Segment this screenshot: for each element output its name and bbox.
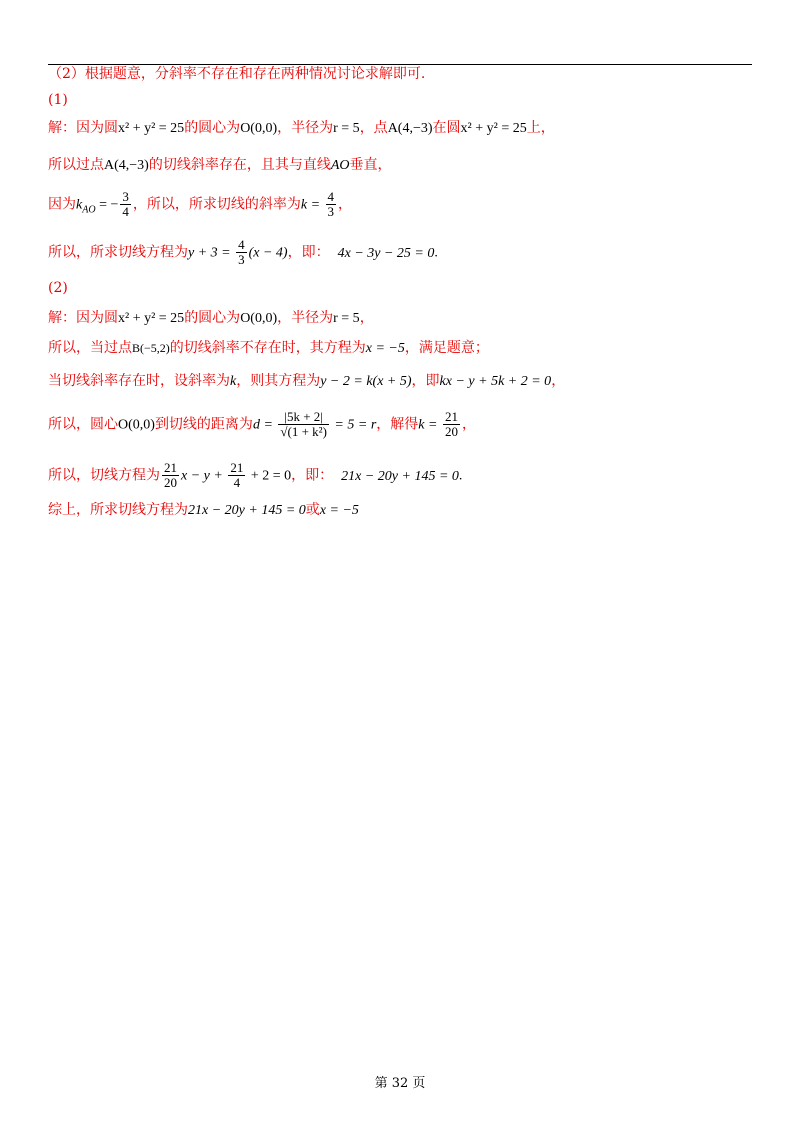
text: ，: [338, 196, 353, 213]
fraction: [236, 238, 247, 267]
math: x = −5: [365, 341, 405, 356]
denominator: 4: [122, 204, 129, 219]
math: kx − y + 5k + 2 = 0: [439, 374, 552, 389]
math: .: [458, 468, 463, 484]
math: r = 5: [333, 121, 360, 136]
text: 当切线斜率存在时，设斜率为: [48, 373, 230, 389]
text: ，即：: [287, 244, 330, 261]
text: ，半径为: [277, 120, 334, 136]
text: 所以过点: [48, 157, 104, 173]
text: ，点: [359, 120, 388, 136]
math: .: [434, 245, 438, 261]
text: ，: [359, 310, 374, 326]
text: 的切线斜率存在，且其与直线: [148, 157, 331, 173]
math: O(0,0): [118, 417, 155, 433]
text: ，解得: [376, 416, 419, 433]
math: 4x − 3y − 25 = 0: [337, 245, 435, 261]
math: k =: [418, 417, 441, 433]
part1-label-text: (1): [48, 92, 68, 108]
numerator: 4: [327, 189, 335, 204]
part2-line5: [48, 461, 462, 490]
text: 的圆心为: [184, 120, 241, 136]
denominator: 3: [238, 252, 245, 267]
math: AO: [330, 158, 350, 173]
math: = −: [95, 197, 119, 213]
fraction: [278, 410, 329, 439]
text: ，所以，所求切线的斜率为: [132, 196, 301, 213]
math: x² + y² = 25: [118, 121, 185, 136]
math: x² + y² = 25: [118, 311, 185, 326]
text: 因为: [48, 196, 76, 213]
text: ，满足题意；: [404, 340, 489, 356]
math: x = −5: [319, 503, 359, 518]
text: ，即：: [291, 467, 334, 484]
denominator: 4: [233, 475, 241, 490]
math: + 2 = 0: [247, 468, 292, 484]
math: y − 2 = k(x + 5): [320, 374, 412, 389]
fraction: [120, 190, 131, 219]
text: 到切线的距离为: [154, 416, 253, 433]
denominator: 20: [164, 475, 177, 490]
math: k: [230, 374, 237, 389]
math: O(0,0): [240, 311, 278, 326]
numerator: 21: [164, 460, 177, 475]
text: 解：因为圆: [48, 120, 118, 136]
text: 所以，切线方程为: [48, 467, 160, 484]
text: 在圆: [432, 120, 461, 136]
math: A(4,−3): [387, 121, 433, 136]
numerator: |5k + 2|: [278, 410, 329, 425]
part2-label: [48, 278, 68, 298]
text: 所以，圆心: [48, 416, 118, 433]
fraction: [443, 410, 460, 439]
text: ，: [461, 416, 476, 433]
numerator: 21: [230, 460, 244, 475]
text: 所以，所求切线方程为: [48, 244, 188, 261]
denominator: √(1 + k²): [280, 424, 327, 439]
fraction: [326, 190, 337, 219]
math: O(0,0): [240, 121, 278, 136]
page-number: 第 32 页: [374, 1076, 426, 1091]
part2-line2: [48, 338, 489, 359]
part2-label-text: (2): [48, 280, 68, 296]
intro-line: [48, 64, 425, 84]
part2-line1: [48, 308, 374, 329]
math: k: [76, 197, 83, 213]
numerator: 21: [444, 409, 458, 424]
part2-line6: [48, 500, 359, 521]
math: x − y +: [181, 468, 227, 484]
numerator: 3: [122, 189, 129, 204]
denominator: 3: [327, 204, 335, 219]
text: ，则其方程为: [236, 373, 321, 389]
text: 解：因为圆: [48, 310, 118, 326]
fraction: [162, 461, 179, 490]
math: B(−5,2): [132, 341, 170, 355]
part1-line2: [48, 155, 392, 176]
text: ，即: [411, 373, 440, 389]
text: 所以，当过点: [48, 340, 132, 356]
math-sub: AO: [82, 204, 96, 216]
text: 的圆心为: [184, 310, 241, 326]
math: A(4,−3): [104, 158, 149, 173]
part1-line3: [48, 190, 352, 220]
math: 21x − 20y + 145 = 0: [341, 468, 459, 484]
math: 21x − 20y + 145 = 0: [188, 503, 306, 518]
fraction: [228, 461, 245, 490]
math: y + 3 =: [188, 245, 235, 261]
text: 上，: [526, 120, 555, 136]
math: k =: [300, 197, 324, 213]
math: x² + y² = 25: [460, 121, 527, 136]
text: 或: [305, 502, 320, 518]
text: ，半径为: [277, 310, 334, 326]
part2-line4: [48, 410, 476, 439]
math: (x − 4): [248, 245, 288, 261]
part1-line4: [48, 238, 438, 267]
part2-line3: [48, 371, 565, 392]
math: = 5 = r: [330, 417, 377, 433]
intro-text: （2）根据题意，分斜率不存在和存在两种情况讨论求解即可.: [48, 66, 426, 82]
math: d =: [252, 417, 277, 433]
text: 的切线斜率不存在时，其方程为: [169, 340, 366, 356]
text: 垂直，: [349, 157, 392, 173]
text: 综上，所求切线方程为: [48, 502, 188, 518]
text: ，: [551, 373, 566, 389]
part1-line1: [48, 118, 555, 139]
math: r = 5: [333, 311, 360, 326]
denominator: 20: [444, 424, 458, 439]
part1-label: [48, 90, 68, 110]
numerator: 4: [238, 237, 245, 252]
